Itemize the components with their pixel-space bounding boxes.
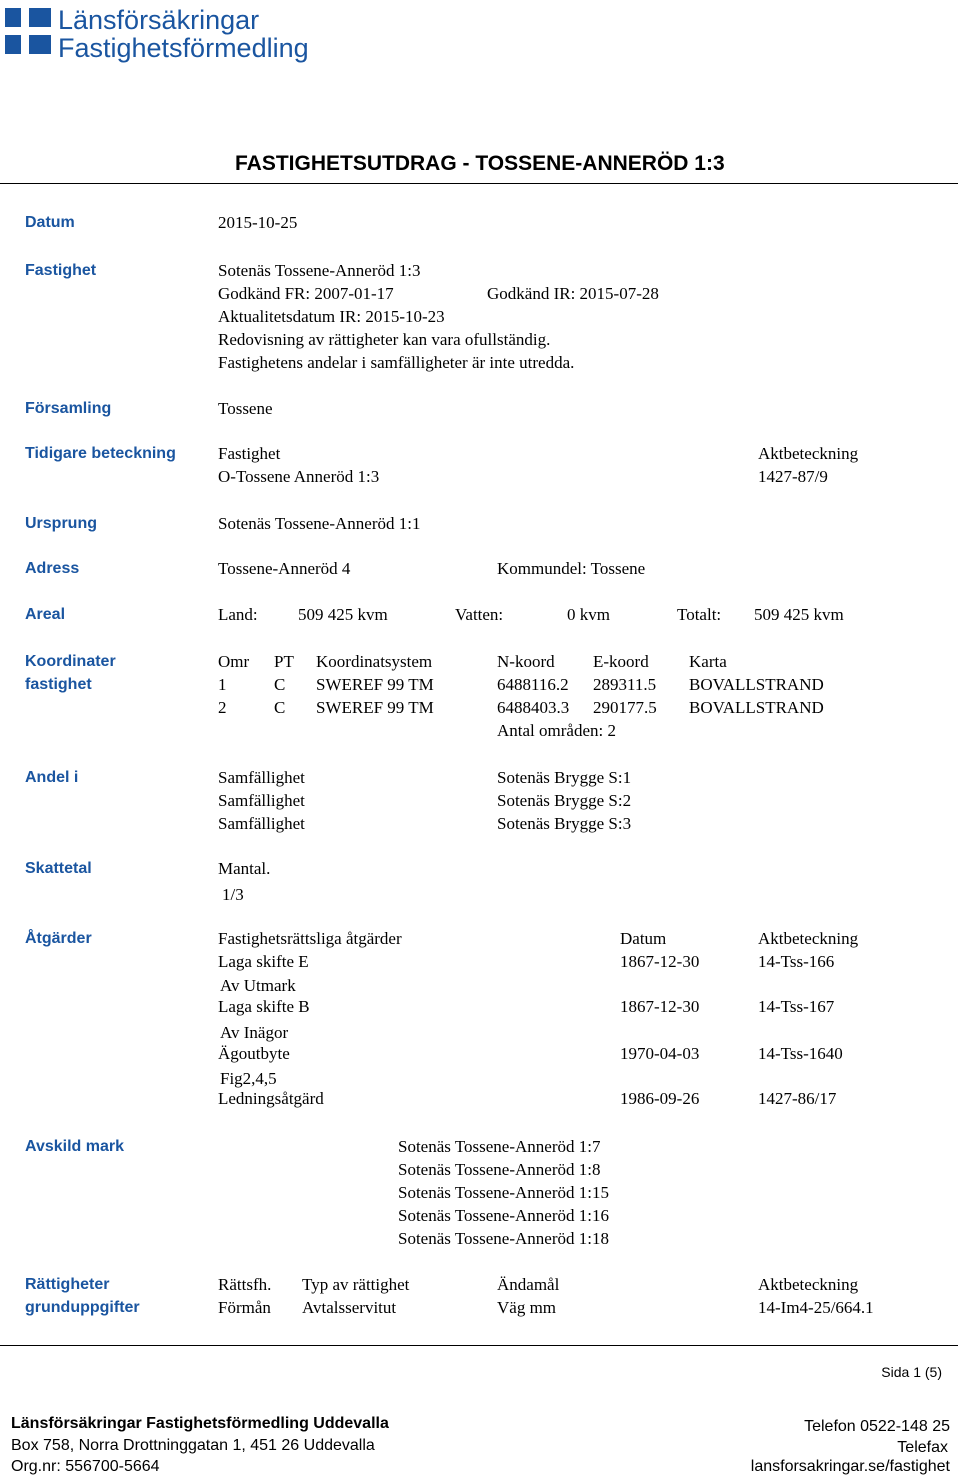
koord-cell: C [274,698,286,717]
rattigheter-label-2: grunduppgifter [25,1299,140,1316]
ratt-header-typ: Typ av rättighet [302,1275,410,1294]
list-item: Sotenäs Tossene-Anneröd 1:16 [398,1206,609,1225]
footer-telefax: Telefax [897,1439,948,1456]
andel-name: Sotenäs Brygge S:1 [497,768,632,787]
areal-land-value: 509 425 kvm [298,605,388,624]
adress-value: Tossene-Anneröd 4 [218,559,351,578]
andel-type: Samfällighet [218,791,305,810]
koord-cell: SWEREF 99 TM [316,675,434,694]
koord-cell: C [274,675,286,694]
fastighet-name: Sotenäs Tossene-Anneröd 1:3 [218,261,421,280]
andel-type: Samfällighet [218,814,305,833]
koord-cell: 2 [218,698,227,717]
ratt-cell: Avtalsservitut [302,1298,397,1317]
koord-header-pt: PT [274,652,294,671]
atgard-sub: Av Utmark [220,976,296,995]
atgarder-label: Åtgärder [25,930,92,947]
koord-cell: 289311.5 [593,675,657,694]
godkand-fr: Godkänd FR: 2007-01-17 [218,284,394,303]
fastighet-note-1: Redovisning av rättigheter kan vara ofullständig. [218,330,551,349]
atgard-datum: 1867-12-30 [620,952,700,971]
ratt-cell: Väg mm [497,1298,557,1317]
koord-cell: SWEREF 99 TM [316,698,434,717]
ratt-cell: Förmån [218,1298,271,1317]
areal-vatten-label: Vatten: [455,605,504,624]
forsamling-value: Tossene [218,399,273,418]
rattigheter-label: Rättigheter [25,1276,110,1293]
tidigare-col-fastighet: Fastighet [218,444,281,463]
andel-name: Sotenäs Brygge S:2 [497,791,632,810]
ratt-header-rattsfh: Rättsfh. [218,1275,272,1294]
tidigare-fastighet-value: O-Tossene Anneröd 1:3 [218,467,380,486]
tidigare-akt-value: 1427-87/9 [758,467,828,486]
godkand-ir: Godkänd IR: 2015-07-28 [487,284,659,303]
footer-divider [0,1345,958,1346]
ratt-header-akt: Aktbeteckning [758,1275,859,1294]
atgard-name: Ledningsåtgärd [218,1089,324,1108]
atgarder-header-akt: Aktbeteckning [758,929,859,948]
koord-header-nkoord: N-koord [497,652,555,671]
koord-cell: 6488116.2 [497,675,569,694]
areal-vatten-value: 0 kvm [567,605,610,624]
andel-label: Andel i [25,769,79,786]
aktualitetsdatum: Aktualitetsdatum IR: 2015-10-23 [218,307,445,326]
footer-orgnr: Org.nr: 556700-5664 [11,1458,160,1475]
tidigare-col-akt: Aktbeteckning [758,444,859,463]
antal-omraden: Antal områden: 2 [497,721,616,740]
atgard-sub: Fig2,4,5 [220,1069,277,1088]
logo-cross-icon [5,8,51,54]
atgard-sub: Av Inägor [220,1023,289,1042]
skattetal-label: Skattetal [25,860,92,877]
list-item: Sotenäs Tossene-Anneröd 1:7 [398,1137,601,1156]
koordinater-label: Koordinater [25,653,116,670]
ursprung-label: Ursprung [25,515,97,532]
atgard-datum: 1970-04-03 [620,1044,700,1063]
datum-value: 2015-10-25 [218,213,298,232]
skattetal-mantal: Mantal. [218,859,271,878]
fastighet-label: Fastighet [25,262,97,279]
list-item: Sotenäs Tossene-Anneröd 1:8 [398,1160,601,1179]
koord-header-karta: Karta [689,652,727,671]
atgard-name: Ägoutbyte [218,1044,290,1063]
atgard-akt: 14-Tss-167 [758,997,835,1016]
koord-cell: BOVALLSTRAND [689,698,824,717]
areal-land-label: Land: [218,605,258,624]
title-divider [0,183,958,184]
atgard-akt: 1427-86/17 [758,1089,837,1108]
list-item: Sotenäs Tossene-Anneröd 1:18 [398,1229,609,1248]
skattetal-value: 1/3 [222,885,244,904]
brand-line-1: Länsförsäkringar [58,5,260,35]
atgard-name: Laga skifte E [218,952,309,971]
kommundel: Kommundel: Tossene [497,559,646,578]
forsamling-label: Församling [25,400,112,417]
atgarder-header-name: Fastighetsrättsliga åtgärder [218,929,402,948]
areal-label: Areal [25,606,66,623]
footer-telefon: Telefon 0522-148 25 [804,1418,950,1435]
footer-address: Box 758, Norra Drottninggatan 1, 451 26 Uddevalla [11,1437,375,1454]
koord-cell: BOVALLSTRAND [689,675,824,694]
list-item: Sotenäs Tossene-Anneröd 1:15 [398,1183,609,1202]
avskild-label: Avskild mark [25,1138,125,1155]
footer-web-link[interactable]: lansforsakringar.se/fastighet [750,1458,950,1475]
atgarder-header-datum: Datum [620,929,667,948]
ratt-header-andamal: Ändamål [497,1275,560,1294]
atgard-akt: 14-Tss-166 [758,952,835,971]
areal-totalt-label: Totalt: [677,605,722,624]
koordinater-label-2: fastighet [25,676,92,693]
ursprung-value: Sotenäs Tossene-Anneröd 1:1 [218,514,421,533]
atgard-akt: 14-Tss-1640 [758,1044,843,1063]
brand-line-2: Fastighetsförmedling [58,33,309,63]
adress-label: Adress [25,560,80,577]
andel-type: Samfällighet [218,768,305,787]
datum-label: Datum [25,214,75,231]
andel-name: Sotenäs Brygge S:3 [497,814,632,833]
koord-header-system: Koordinatsystem [316,652,433,671]
page-number: Sida 1 (5) [881,1364,942,1380]
koord-cell: 290177.5 [593,698,657,717]
koord-header-ekoord: E-koord [593,652,649,671]
atgard-datum: 1986-09-26 [620,1089,700,1108]
ratt-cell: 14-Im4-25/664.1 [758,1298,874,1317]
tidigare-label: Tidigare beteckning [25,445,176,462]
koord-cell: 6488403.3 [497,698,570,717]
areal-totalt-value: 509 425 kvm [754,605,844,624]
fastighet-note-2: Fastighetens andelar i samfälligheter är inte utredda. [218,353,575,372]
atgard-name: Laga skifte B [218,997,310,1016]
footer-company: Länsförsäkringar Fastighetsförmedling Uddevalla [11,1415,389,1432]
page-title: FASTIGHETSUTDRAG - TOSSENE-ANNERÖD 1:3 [235,152,725,175]
koord-cell: 1 [218,675,227,694]
atgard-datum: 1867-12-30 [620,997,700,1016]
koord-header-omr: Omr [218,652,250,671]
